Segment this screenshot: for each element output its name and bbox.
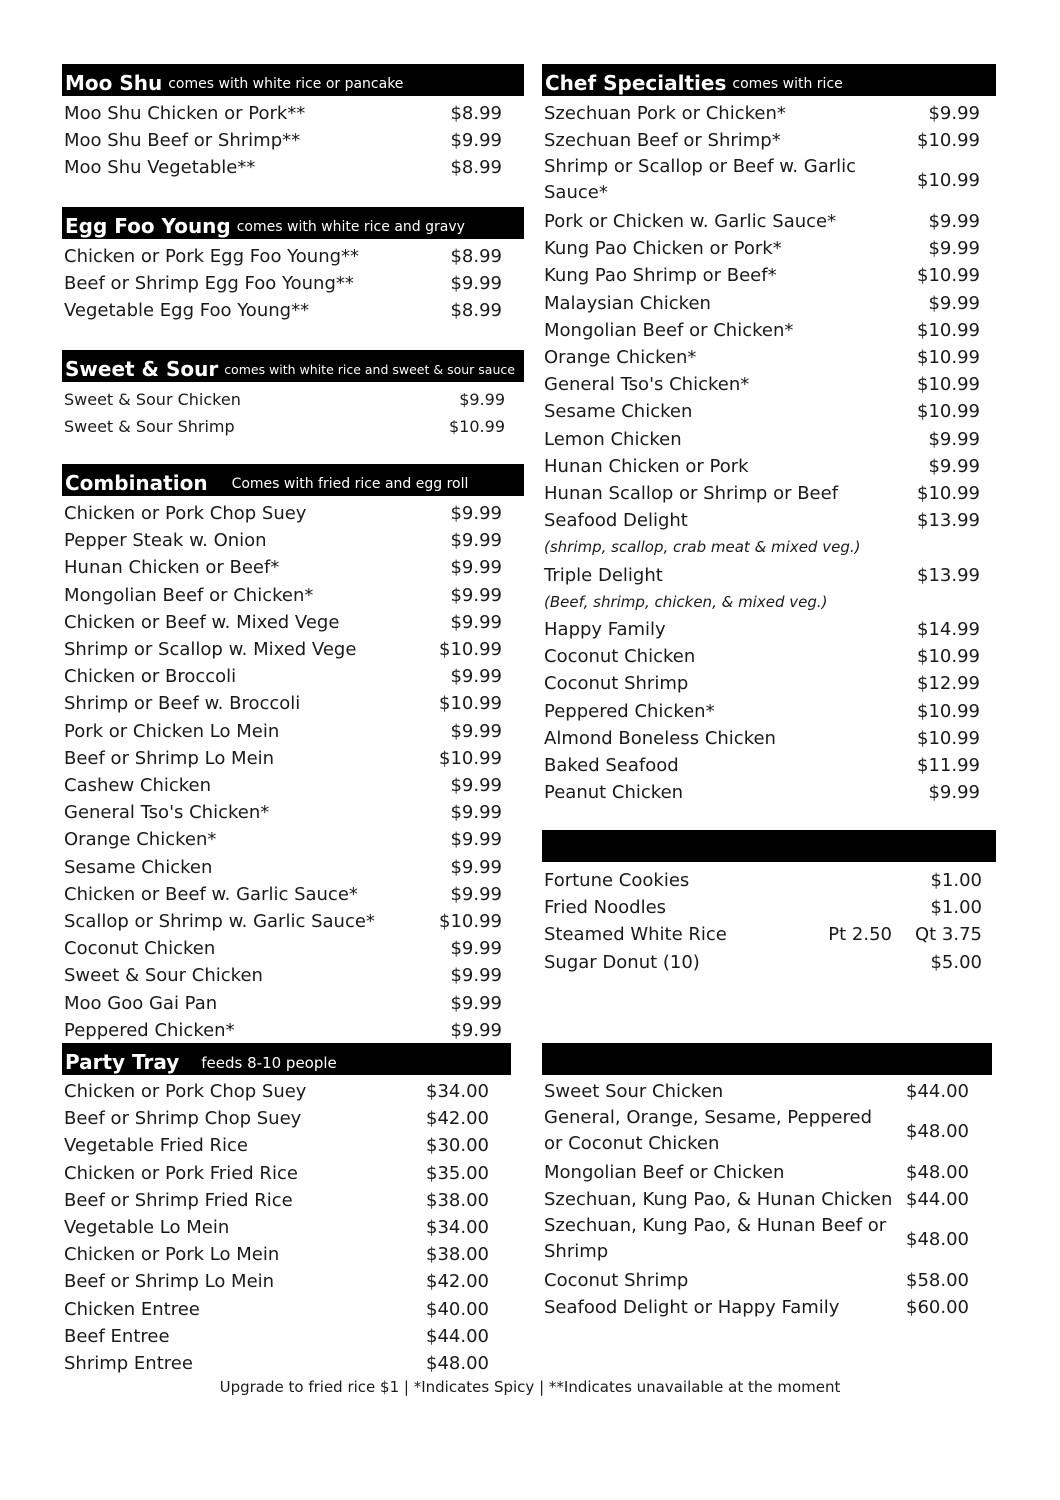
item-price: $9.99 [928, 211, 980, 232]
item-name: Chicken or Beef w. Mixed Vege [64, 611, 340, 633]
item-name: General, Orange, Sesame, Peppered or Coconut Chicken [544, 1107, 873, 1155]
item-price: Qt 3.75 [914, 924, 982, 946]
item-name: Peppered Chicken* [64, 1019, 235, 1041]
item-price: $34.00 [426, 1217, 489, 1238]
item-price: $48.00 [426, 1353, 489, 1374]
item-name: Vegetable Fried Rice [64, 1135, 248, 1157]
item-name: Szechuan Pork or Chicken* [544, 103, 786, 124]
item-note: (shrimp, scallop, crab meat & mixed veg.) [544, 538, 861, 557]
item-price: $10.99 [917, 727, 980, 749]
item-price: $10.99 [917, 169, 980, 191]
item-name: Coconut Shrimp [544, 1269, 689, 1291]
item-price: $8.99 [450, 103, 502, 124]
item-name: Pepper Steak w. Onion [64, 530, 267, 552]
item-price: $8.99 [450, 246, 502, 267]
item-price: $9.99 [928, 292, 980, 314]
item-price: $10.99 [917, 130, 980, 152]
item-price: $9.99 [450, 829, 502, 851]
item-name: Hunan Chicken or Beef* [64, 557, 280, 579]
section-subtitle: comes with rice [732, 76, 843, 92]
item-name: Moo Goo Gai Pan [64, 992, 218, 1014]
item-price: $9.99 [928, 103, 980, 124]
item-price: $10.99 [917, 319, 980, 341]
item-price: $9.99 [450, 557, 502, 579]
item-name: Scallop or Shrimp w. Garlic Sauce* [64, 911, 375, 932]
item-price: $10.99 [917, 265, 980, 287]
item-name: Sweet & Sour Shrimp [64, 417, 235, 436]
item-price: $9.99 [928, 428, 980, 450]
item-price: $42.00 [426, 1108, 489, 1130]
item-name: Vegetable Egg Foo Young** [64, 300, 310, 321]
pint-price: Pt 2.50 [828, 924, 892, 946]
item-price: $9.99 [450, 503, 502, 524]
item-price: $48.00 [906, 1228, 969, 1250]
item-name: General Tso's Chicken* [64, 802, 270, 824]
item-price: $34.00 [426, 1081, 489, 1102]
item-name: Sugar Donut (10) [544, 951, 700, 973]
item-price: $38.00 [426, 1244, 489, 1266]
item-price: $42.00 [426, 1271, 489, 1293]
item-price: $9.99 [450, 720, 502, 742]
item-name: Coconut Shrimp [544, 673, 689, 695]
item-price: $9.99 [450, 666, 502, 688]
item-price: $44.00 [906, 1189, 969, 1210]
item-name: Baked Seafood [544, 755, 679, 776]
item-name: Orange Chicken* [64, 829, 217, 851]
item-name: Beef or Shrimp Lo Mein [64, 747, 275, 769]
item-price: $10.99 [449, 417, 505, 436]
item-price: $10.99 [439, 693, 502, 715]
item-name: Szechuan Beef or Shrimp* [544, 130, 781, 152]
item-note: (Beef, shrimp, chicken, & mixed veg.) [544, 592, 828, 611]
item-price: $12.99 [917, 673, 980, 695]
section-title: Combination [65, 471, 208, 495]
moo-shu-header [62, 64, 524, 96]
item-name: Happy Family [544, 619, 666, 640]
item-name: Cashew Chicken [64, 775, 212, 796]
item-price: $30.00 [426, 1135, 489, 1157]
item-price: $35.00 [426, 1162, 489, 1184]
item-price: $9.99 [450, 992, 502, 1014]
item-price: $10.99 [917, 700, 980, 722]
item-name: Seafood Delight or Happy Family [544, 1297, 840, 1318]
item-name: General Tso's Chicken* [544, 374, 750, 396]
item-name: Pork or Chicken Lo Mein [64, 720, 280, 742]
item-price: $10.99 [439, 639, 502, 660]
item-price: $9.99 [928, 238, 980, 260]
section-title: Party Tray [65, 1050, 180, 1074]
item-name: Chicken Entree [64, 1298, 200, 1320]
item-name: Orange Chicken* [544, 347, 697, 368]
item-price: $13.99 [917, 510, 980, 532]
item-name: Beef or Shrimp Lo Mein [64, 1271, 275, 1293]
item-name: Vegetable Lo Mein [64, 1217, 230, 1238]
section-title: Sweet & Sour [65, 357, 219, 381]
sides-header [542, 830, 996, 862]
item-name: Sweet & Sour Chicken [64, 965, 263, 987]
item-name: Beef or Shrimp Fried Rice [64, 1189, 293, 1211]
item-price: $8.99 [450, 300, 502, 321]
item-price: $9.99 [450, 611, 502, 633]
item-price: $44.00 [426, 1325, 489, 1347]
combination-header [62, 464, 524, 496]
item-name: Shrimp or Beef w. Broccoli [64, 693, 301, 715]
section-subtitle: Comes with fried rice and egg roll [231, 476, 469, 492]
party-tray-header [62, 1043, 511, 1075]
item-name: Kung Pao Chicken or Pork* [544, 238, 782, 260]
item-price: $9.99 [450, 584, 502, 606]
item-price: $40.00 [426, 1298, 489, 1320]
item-name: Steamed White Rice [544, 924, 727, 946]
section-title: Egg Foo Young [65, 214, 231, 238]
menu-item [544, 1105, 969, 1157]
item-price: $10.99 [917, 347, 980, 368]
section-title: Chef Specialties [545, 71, 727, 95]
item-price: $9.99 [450, 775, 502, 796]
item-name: Shrimp Entree [64, 1353, 193, 1374]
item-price: $10.99 [439, 747, 502, 769]
section-subtitle: feeds 8-10 people [201, 1054, 337, 1072]
item-price: $10.99 [917, 401, 980, 423]
item-price: $13.99 [917, 564, 980, 586]
item-name: Almond Boneless Chicken [544, 727, 776, 749]
footer-note: Upgrade to fried rice $1 | *Indicates Spicy | **Indicates unavailable at the moment [219, 1378, 841, 1396]
item-price: $48.00 [906, 1120, 969, 1142]
party-specials-header [542, 1043, 992, 1075]
item-name: Chicken or Pork Chop Suey [64, 503, 307, 524]
item-name: Mongolian Beef or Chicken* [64, 584, 314, 606]
item-name: Beef or Shrimp Egg Foo Young** [64, 273, 354, 294]
item-price: $9.99 [450, 273, 502, 294]
item-name: Sweet & Sour Chicken [64, 390, 241, 409]
item-name: Shrimp or Scallop or Beef w. Garlic Sauce* [544, 156, 857, 204]
item-name: Moo Shu Vegetable** [64, 157, 256, 178]
item-name: Hunan Scallop or Shrimp or Beef [544, 483, 839, 504]
item-name: Coconut Chicken [64, 938, 216, 960]
item-name: Chicken or Pork Chop Suey [64, 1081, 307, 1102]
item-price: $11.99 [917, 755, 980, 776]
item-price: $9.99 [450, 802, 502, 824]
item-price: $10.99 [917, 374, 980, 396]
item-name: Sesame Chicken [544, 401, 693, 423]
item-name: Mongolian Beef or Chicken [544, 1161, 785, 1183]
item-name: Chicken or Beef w. Garlic Sauce* [64, 883, 358, 905]
item-name: Malaysian Chicken [544, 292, 711, 314]
item-name: Szechuan, Kung Pao, & Hunan Chicken [544, 1189, 893, 1210]
item-price: $9.99 [450, 856, 502, 878]
item-price: $1.00 [930, 870, 982, 891]
item-name: Fried Noodles [544, 897, 667, 919]
item-price: $5.00 [930, 951, 982, 973]
item-price: $44.00 [906, 1081, 969, 1102]
item-name: Peppered Chicken* [544, 700, 715, 722]
item-name: Seafood Delight [544, 510, 688, 532]
item-name: Sweet Sour Chicken [544, 1081, 724, 1102]
item-price: $9.99 [928, 455, 980, 477]
egg-foo-young-header [62, 207, 524, 239]
sweet-sour-header [62, 350, 524, 382]
item-name: Coconut Chicken [544, 646, 696, 668]
item-name: Chicken or Pork Lo Mein [64, 1244, 280, 1266]
item-name: Chicken or Broccoli [64, 666, 237, 688]
item-name: Hunan Chicken or Pork [544, 455, 749, 477]
item-price: $9.99 [450, 883, 502, 905]
item-price: $9.99 [450, 965, 502, 987]
item-price: $10.99 [439, 911, 502, 932]
item-price: $10.99 [917, 646, 980, 668]
section-subtitle: comes with white rice or pancake [168, 76, 404, 92]
section-title: Moo Shu [65, 71, 163, 95]
item-price: $1.00 [930, 897, 982, 919]
item-name: Kung Pao Shrimp or Beef* [544, 265, 777, 287]
menu-item [544, 154, 980, 206]
item-price: $60.00 [906, 1297, 969, 1318]
chef-specialties-header [542, 64, 996, 96]
item-name: Pork or Chicken w. Garlic Sauce* [544, 211, 837, 232]
item-name: Peanut Chicken [544, 782, 684, 804]
item-name: Szechuan, Kung Pao, & Hunan Beef or Shrimp [544, 1215, 887, 1263]
item-price: $9.99 [450, 938, 502, 960]
item-name: Mongolian Beef or Chicken* [544, 319, 794, 341]
section-subtitle: comes with white rice and gravy [236, 219, 465, 235]
section-subtitle: comes with white rice and sweet & sour sauce [224, 362, 515, 377]
item-name: Fortune Cookies [544, 870, 690, 891]
item-price: $9.99 [459, 390, 505, 409]
item-name: Beef Entree [64, 1325, 170, 1347]
item-name: Chicken or Pork Fried Rice [64, 1162, 298, 1184]
item-price: $38.00 [426, 1189, 489, 1211]
item-name: Moo Shu Beef or Shrimp** [64, 130, 301, 151]
item-name: Moo Shu Chicken or Pork** [64, 103, 306, 124]
item-name: Lemon Chicken [544, 428, 682, 450]
item-name: Chicken or Pork Egg Foo Young** [64, 246, 360, 267]
item-price: $14.99 [917, 619, 980, 640]
menu-item [544, 1213, 969, 1265]
item-price: $9.99 [928, 782, 980, 804]
item-price: $48.00 [906, 1161, 969, 1183]
item-name: Beef or Shrimp Chop Suey [64, 1108, 302, 1130]
item-price: $9.99 [450, 130, 502, 151]
item-price: $9.99 [450, 530, 502, 552]
item-name: Sesame Chicken [64, 856, 213, 878]
item-name: Triple Delight [544, 564, 663, 586]
item-price: $9.99 [450, 1019, 502, 1041]
item-name: Shrimp or Scallop w. Mixed Vege [64, 639, 357, 660]
item-price: $58.00 [906, 1269, 969, 1291]
item-price: $8.99 [450, 157, 502, 178]
item-price: $10.99 [917, 483, 980, 504]
